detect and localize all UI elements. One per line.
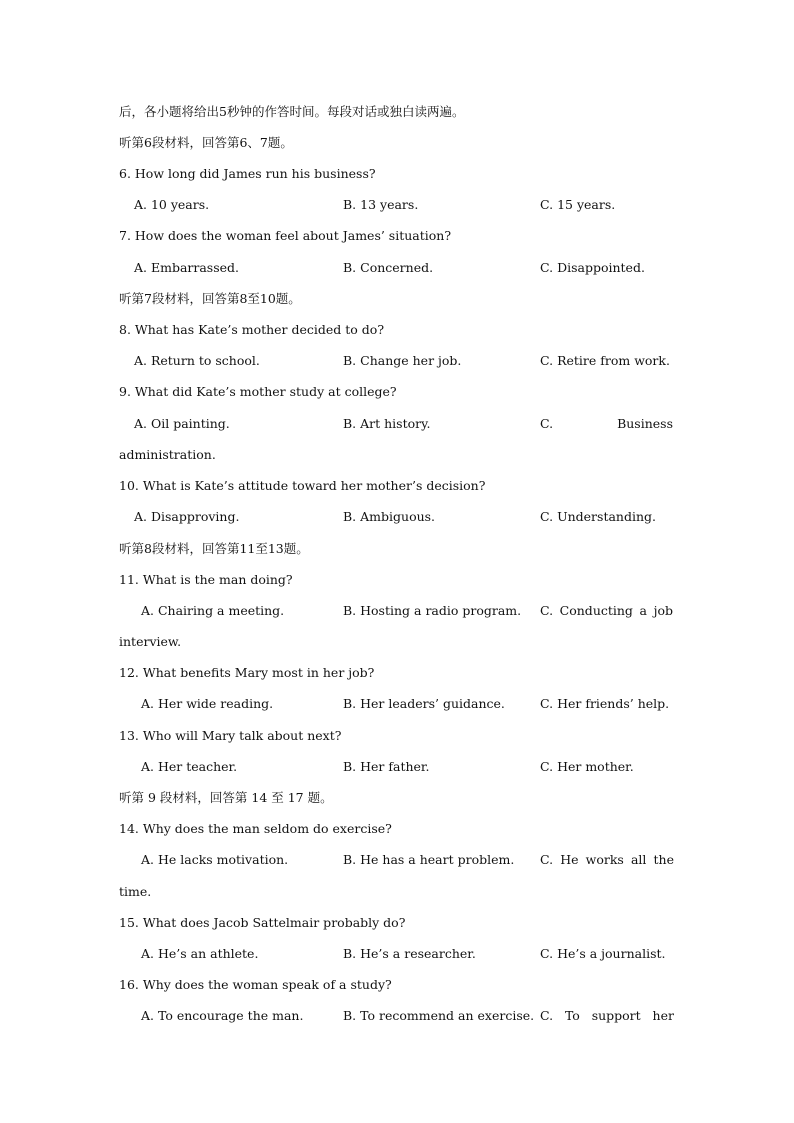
q11-option-a: A. Chairing a meeting.	[141, 603, 285, 618]
q14-option-a: A. He lacks motivation.	[141, 852, 289, 867]
q15-option-c: C. He’s a journalist.	[540, 946, 666, 961]
q13-option-b: B. Her father.	[343, 759, 430, 774]
q6-option-b: B. 13 years.	[343, 197, 419, 212]
section-heading-8: 听第8段材料，回答第11至13题。	[119, 541, 309, 556]
q10-option-a: A. Disapproving.	[134, 509, 240, 524]
q7-option-c: C. Disappointed.	[540, 260, 645, 275]
question-15: 15. What does Jacob Sattelmair probably do?	[119, 915, 406, 930]
q8-option-a: A. Return to school.	[134, 353, 260, 368]
q16-option-c-word: C.	[540, 1008, 554, 1023]
q15-option-a: A. He’s an athlete.	[141, 946, 259, 961]
q10-option-b: B. Ambiguous.	[343, 509, 436, 524]
question-8: 8. What has Kate’s mother decided to do?	[119, 322, 385, 337]
q11-option-c-continuation: interview.	[119, 634, 182, 649]
q13-option-c: C. Her mother.	[540, 759, 634, 774]
q10-option-c: C. Understanding.	[540, 509, 656, 524]
question-7: 7. How does the woman feel about James’ situation?	[119, 228, 452, 243]
question-12: 12. What benefits Mary most in her job?	[119, 665, 375, 680]
q11-option-c	[540, 603, 673, 619]
q13-option-a: A. Her teacher.	[141, 759, 238, 774]
question-10: 10. What is Kate’s attitude toward her mother’s decision?	[119, 478, 486, 493]
q16-option-b: B. To recommend an exercise.	[343, 1008, 535, 1023]
q8-option-c: C. Retire from work.	[540, 353, 670, 368]
q14-option-b: B. He has a heart problem.	[343, 852, 515, 867]
q14-option-c-word: all	[630, 852, 647, 867]
q16-option-c-word: support	[591, 1008, 641, 1023]
question-14: 14. Why does the man seldom do exercise?	[119, 821, 392, 836]
question-13: 13. Who will Mary talk about next?	[119, 728, 342, 743]
q9-option-a: A. Oil painting.	[134, 416, 230, 431]
q11-option-c-word: a	[639, 603, 647, 618]
q11-option-b: B. Hosting a radio program.	[343, 603, 522, 618]
question-9: 9. What did Kate’s mother study at college?	[119, 384, 397, 399]
q15-option-b: B. He’s a researcher.	[343, 946, 476, 961]
question-11: 11. What is the man doing?	[119, 572, 293, 587]
q7-option-b: B. Concerned.	[343, 260, 434, 275]
q14-option-c-word: works	[585, 852, 624, 867]
q9-option-c-word: C.	[540, 416, 554, 431]
q6-option-c: C. 15 years.	[540, 197, 616, 212]
q6-option-a: A. 10 years.	[134, 197, 210, 212]
q14-option-c-word: the	[653, 852, 674, 867]
q14-option-c	[540, 852, 674, 868]
q9-option-c-continuation: administration.	[119, 447, 216, 462]
q16-option-c	[540, 1008, 674, 1024]
q12-option-b: B. Her leaders’ guidance.	[343, 696, 505, 711]
question-16: 16. Why does the woman speak of a study?	[119, 977, 392, 992]
q16-option-a: A. To encourage the man.	[141, 1008, 304, 1023]
q9-option-c-word: Business	[617, 416, 673, 431]
q16-option-c-word: her	[652, 1008, 674, 1023]
q16-option-c-word: To	[564, 1008, 580, 1023]
q12-option-a: A. Her wide reading.	[141, 696, 274, 711]
q12-option-c: C. Her friends’ help.	[540, 696, 670, 711]
q11-option-c-word: C.	[540, 603, 554, 618]
q14-option-c-word: He	[560, 852, 579, 867]
section-heading-6: 听第6段材料，回答第6、7题。	[119, 135, 293, 150]
q9-option-b: B. Art history.	[343, 416, 431, 431]
q11-option-c-word: job	[653, 603, 673, 618]
intro-text: 后，各小题将给出5秒钟的作答时间。每段对话或独白读两遍。	[119, 104, 465, 119]
question-6: 6. How long did James run his business?	[119, 166, 376, 181]
q7-option-a: A. Embarrassed.	[134, 260, 240, 275]
q8-option-b: B. Change her job.	[343, 353, 462, 368]
section-heading-9: 听第 9 段材料，回答第 14 至 17 题。	[119, 790, 333, 805]
q14-option-c-word: C.	[540, 852, 554, 867]
section-heading-7: 听第7段材料，回答第8至10题。	[119, 291, 301, 306]
q11-option-c-word: Conducting	[559, 603, 633, 618]
q9-option-c	[540, 416, 673, 432]
q14-option-c-continuation: time.	[119, 884, 152, 899]
